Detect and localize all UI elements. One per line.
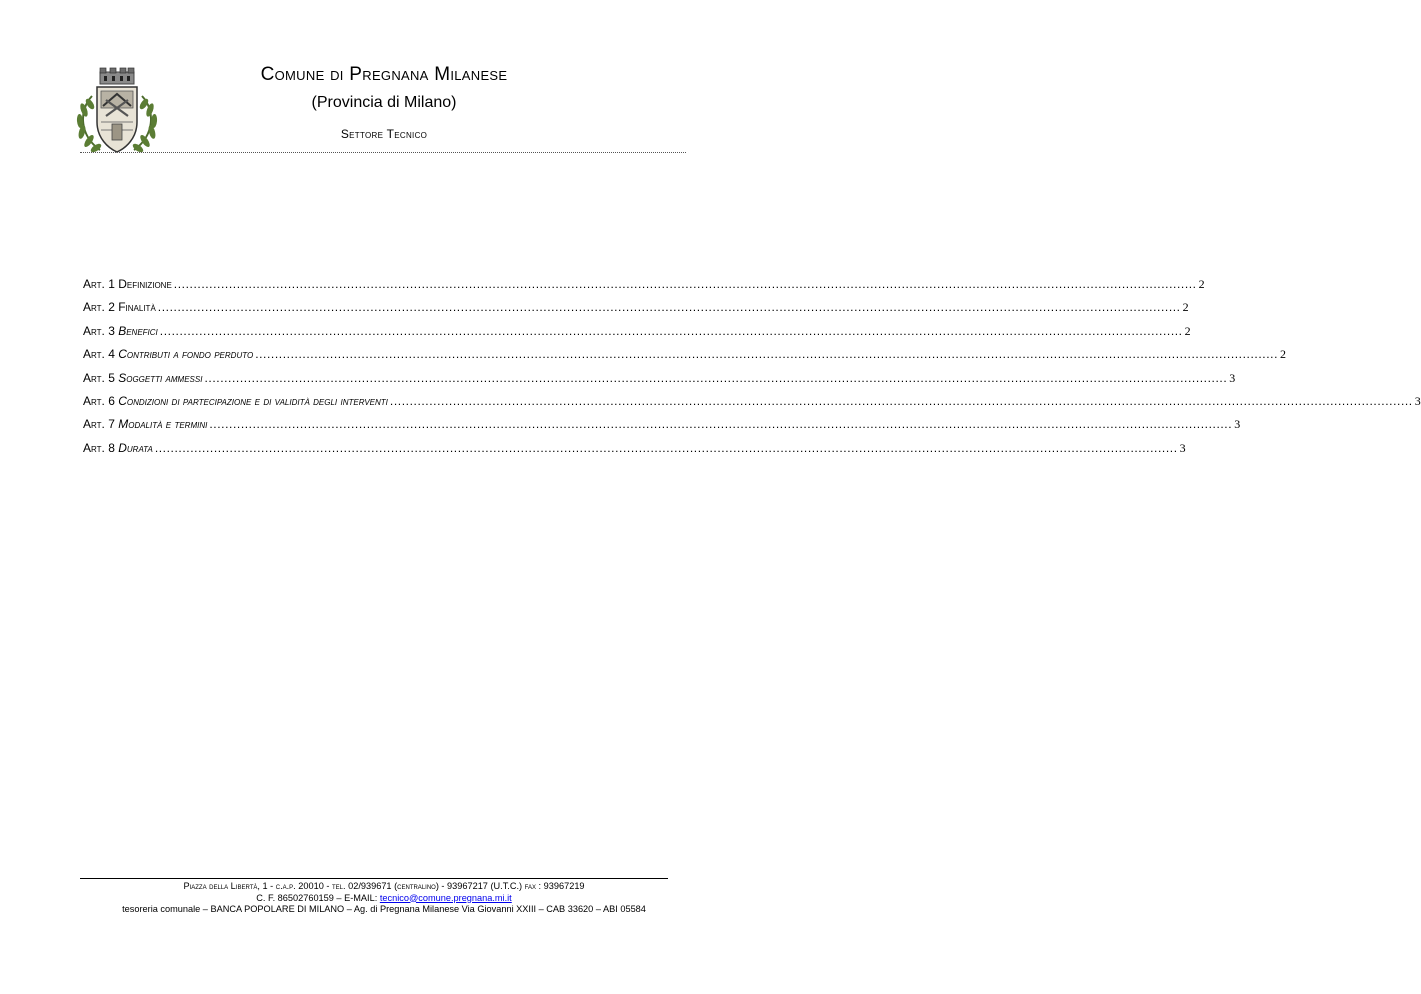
toc-article-number: Art. 5 [83, 370, 115, 385]
toc-article-number: Art. 3 [83, 323, 115, 338]
toc-article-number: Art. 2 [83, 300, 115, 315]
toc-entry[interactable] [83, 370, 1236, 394]
toc-dot-leader: .................................................................................................................................................................................................................................................................... [255, 347, 1279, 362]
toc-article-title: Contributi a fondo perduto [118, 347, 254, 362]
toc-article-title: Modalità e termini [118, 417, 208, 432]
toc-page-number: 2 [1198, 277, 1205, 291]
toc-dot-leader: .................................................................................................................................................................................................................................................................... [389, 393, 1413, 408]
toc-article-title: Definizione [118, 277, 172, 291]
toc-entry-label [83, 324, 158, 338]
toc-entry-label [83, 371, 202, 385]
header-divider [80, 152, 686, 153]
toc-article-number: Art. 1 [83, 277, 115, 291]
toc-dot-leader: .................................................................................................................................................................................................................................................................... [173, 277, 1197, 291]
toc-article-title: Condizioni di partecipazione e di validità degli interventi [118, 393, 388, 408]
toc-entry[interactable] [83, 277, 1205, 300]
toc-article-title: Soggetti ammessi [118, 370, 203, 385]
toc-entry[interactable] [83, 323, 1191, 347]
toc-dot-leader: .................................................................................................................................................................................................................................................................... [154, 440, 1178, 455]
footer-divider [80, 878, 668, 879]
toc-article-title: Finalità [118, 300, 156, 315]
toc-page-number: 3 [1229, 370, 1236, 385]
toc-dot-leader: .................................................................................................................................................................................................................................................................... [204, 370, 1228, 385]
toc-entry[interactable] [83, 393, 1421, 417]
toc-article-number: Art. 8 [83, 440, 115, 455]
toc-dot-leader: .................................................................................................................................................................................................................................................................... [157, 300, 1181, 315]
footer-address: Piazza della Libertà, 1 - c.a.p. 20010 - tel. 02/939671 (centralino) - 93967217 (U.T.C.) fax : 93967219 [183, 881, 585, 891]
toc-article-number: Art. 4 [83, 347, 115, 362]
page-title: Comune di Pregnana Milanese [260, 64, 508, 85]
toc-entry-label [83, 394, 388, 408]
footer [0, 881, 768, 916]
toc-page-number: 3 [1414, 393, 1421, 408]
toc-entry[interactable] [83, 300, 1189, 323]
toc-article-number: Art. 7 [83, 417, 115, 432]
toc-article-title: Benefici [118, 323, 158, 338]
footer-contacts: C. F. 86502760159 – E-MAIL: tecnico@comune.pregnana.mi.it [256, 892, 512, 903]
toc-entry-label [83, 347, 253, 361]
toc-entry-label [83, 417, 207, 431]
toc-dot-leader: .................................................................................................................................................................................................................................................................... [209, 417, 1233, 432]
toc-article-number: Art. 6 [83, 393, 115, 408]
toc-page-number: 2 [1182, 300, 1189, 315]
sector-name: Settore Tecnico [340, 127, 428, 141]
table-of-contents [83, 277, 1421, 464]
toc-dot-leader: .................................................................................................................................................................................................................................................................... [159, 323, 1183, 338]
toc-entry-label [83, 277, 172, 291]
toc-page-number: 3 [1179, 440, 1186, 455]
toc-entry[interactable] [83, 347, 1287, 370]
toc-page-number: 3 [1234, 417, 1241, 432]
toc-page-number: 2 [1280, 347, 1287, 362]
toc-article-title: Durata [118, 440, 153, 455]
toc-entry-label [83, 300, 156, 314]
email-link[interactable]: tecnico@comune.pregnana.mi.it [379, 892, 512, 903]
province-subtitle: (Provincia di Milano) [311, 94, 457, 111]
footer-bank: tesoreria comunale – BANCA POPOLARE DI MILANO – Ag. di Pregnana Milanese Via Giovanni XXIII – CAB 33620 – ABI 05584 [122, 904, 646, 914]
toc-entry[interactable] [83, 440, 1186, 464]
toc-entry-label [83, 441, 153, 455]
toc-entry[interactable] [83, 417, 1241, 440]
toc-page-number: 2 [1184, 323, 1191, 338]
